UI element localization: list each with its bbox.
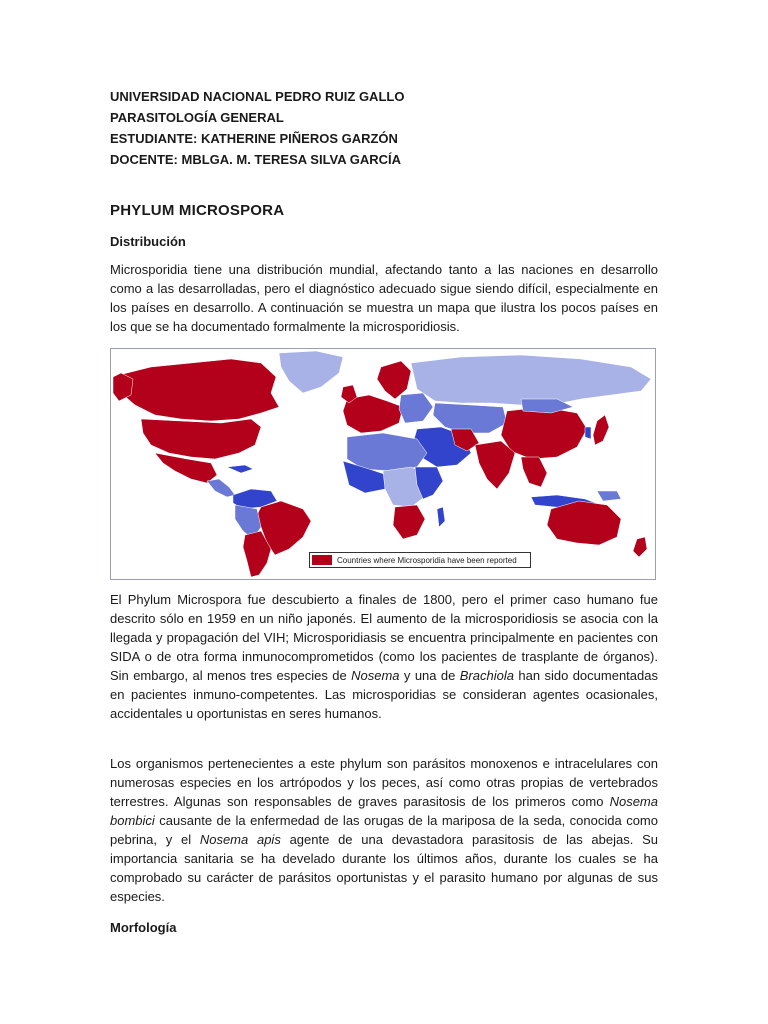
map-north-africa	[347, 433, 427, 471]
document-title: PHYLUM MICROSPORA	[110, 202, 285, 219]
map-south-africa	[393, 505, 425, 539]
map-canada	[119, 359, 279, 421]
map-japan	[593, 415, 609, 445]
section-heading-distribucion: Distribución	[110, 234, 186, 249]
map-legend	[309, 552, 531, 568]
species-name: Brachiola	[459, 668, 514, 683]
species-name: Nosema apis	[199, 832, 281, 847]
map-central-america	[207, 479, 235, 497]
document-header	[110, 86, 404, 170]
map-greenland	[279, 351, 343, 393]
legend-swatch	[312, 555, 332, 565]
map-india	[475, 441, 515, 489]
paragraph-distribucion	[110, 260, 658, 336]
legend-label: Countries where Microsporidia have been reported	[337, 555, 517, 565]
map-usa	[141, 419, 261, 459]
map-madagascar	[437, 507, 445, 527]
student-name: ESTUDIANTE: KATHERINE PIÑEROS GARZÓN	[110, 131, 398, 146]
map-png	[597, 491, 621, 501]
paragraph-historia: El Phylum Microspora fue descubierto a finales de 1800, pero el primer caso humano fue descrito sólo en 1959 en un niño japonés. El aumento de la microsporidiosis se asocia con la llegada y propagación del VIH; Microsporidiasis se encuentra principalmente en pacientes con SIDA o de otra forma inmunocomprometidos (como los pacientes de trasplante de órganos). Sin embargo, al menos tres especies de Nosema y una de Brachiola han sido documentadas en pacientes inmuno-competentes. Las microsporidias se consideran agentes ocasionales, accidentales u oportunistas en seres humanos.	[110, 592, 658, 721]
map-southeast-asia	[521, 457, 547, 487]
species-name: Nosema bombici	[110, 794, 658, 828]
section-heading-morfologia: Morfología	[110, 920, 177, 935]
course-name: PARASITOLOGÍA GENERAL	[110, 110, 284, 125]
map-russia	[411, 355, 651, 405]
world-map	[111, 349, 655, 579]
map-caribbean	[227, 465, 253, 473]
teacher-name: DOCENTE: MBLGA. M. TERESA SILVA GARCÍA	[110, 152, 402, 167]
map-eastern-europe	[399, 393, 433, 423]
paragraph-text: Microsporidia tiene una distribución mundial, afectando tanto a las naciones en desarrollo como a las desarrolladas, pero el diagnóstico adecuado sigue siendo difícil, especialmente en los países en desarrollo. A continuación se muestra un mapa que ilustra los pocos países en los que se ha documentado formalmente la microsporidiosis.	[110, 262, 658, 334]
map-scandinavia	[377, 361, 411, 399]
map-australia	[547, 501, 621, 545]
species-name: Nosema	[351, 668, 400, 683]
world-map-figure	[110, 348, 656, 580]
map-new-zealand	[633, 537, 647, 557]
map-korea	[585, 427, 591, 439]
paragraph-organismos: Los organismos pertenecientes a este phylum son parásitos monoxenos e intracelulares con numerosas especies en los artrópodos y los peces, así como otras propias de vertebrados terrestres. Algunas son responsables de graves parasitosis de los primeros como Nosema bombici causante de la enfermedad de las orugas de la mariposa de la seda, conocida como pebrina, y el Nosema apis agente de una devastadora parasitosis de las abejas. Su importancia sanitaria se ha develado durante los últimos años, durante los cuales se ha comprobado su carácter de parásitos oportunistas y el parasito humano por algunas de sus especies.	[110, 756, 658, 904]
university-name: UNIVERSIDAD NACIONAL PEDRO RUIZ GALLO	[110, 89, 405, 104]
map-china	[501, 407, 587, 459]
